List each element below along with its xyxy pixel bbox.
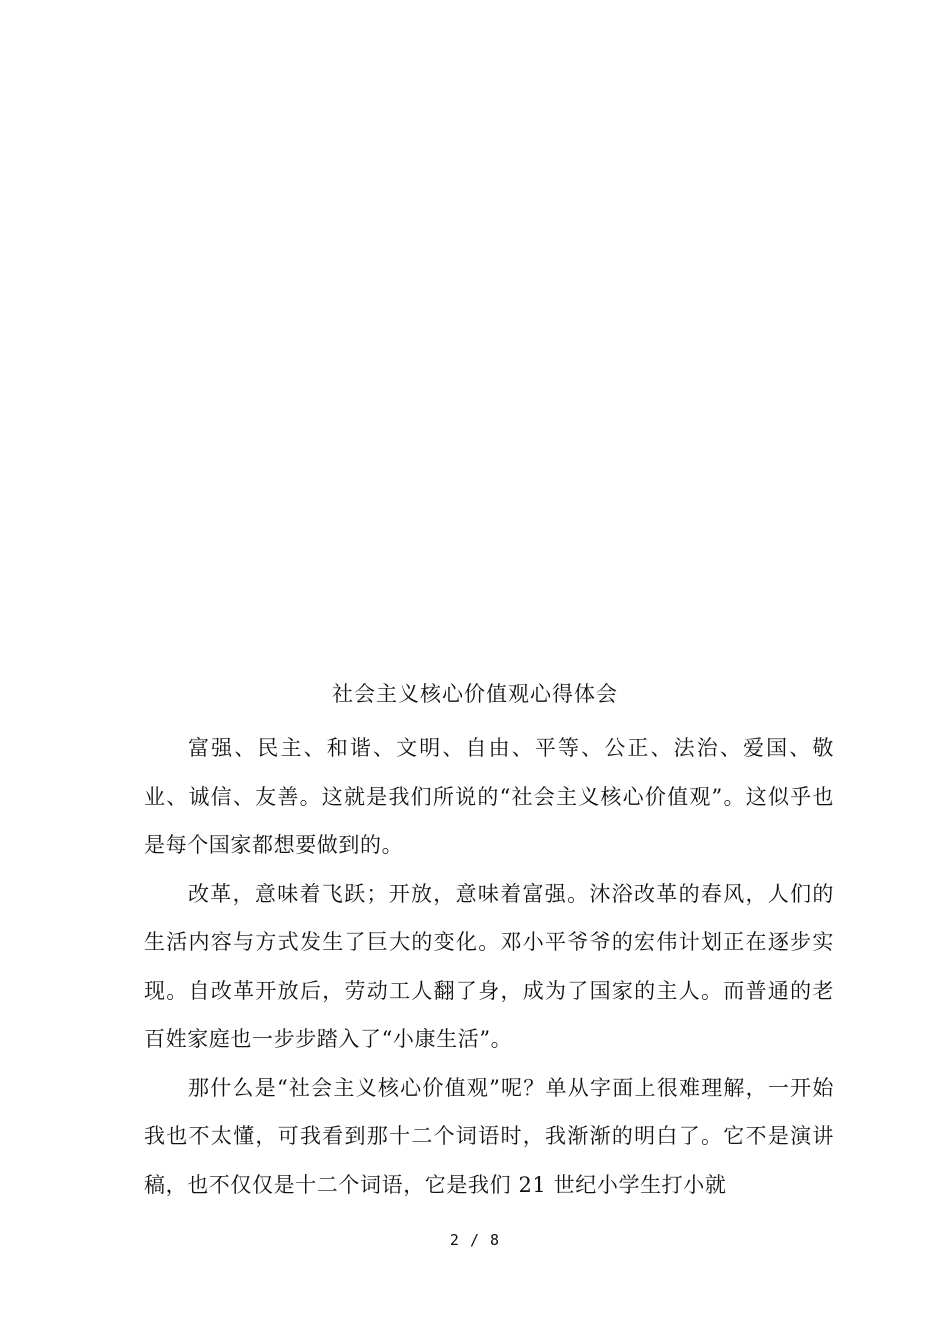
document-title: 社会主义核心价值观心得体会 — [332, 682, 618, 706]
page-number: 2 / 8 — [449, 1231, 501, 1249]
document-body — [144, 724, 834, 1209]
paragraph-reform: 改革，意味着飞跃；开放，意味着富强。沐浴改革的春风，人们的生活内容与方式发生了巨大的变化。邓小平爷爷的宏伟计划正在逐步实现。自改革开放后，劳动工人翻了身，成为了国家的主人。而普通的老百姓家庭也一步步踏入了“小康生活”。 — [144, 881, 834, 1051]
paragraph-core-values: 富强、民主、和谐、文明、自由、平等、公正、法治、爱国、敬业、诚信、友善。这就是我们所说的“社会主义核心价值观”。这似乎也是每个国家都想要做到的。 — [144, 736, 834, 857]
paragraph-meaning: 那什么是“社会主义核心价值观”呢？单从字面上很难理解，一开始我也不太懂，可我看到那十二个词语时，我渐渐的明白了。它不是演讲稿，也不仅仅是十二个词语，它是我们 21 世纪小学生打小就 — [144, 1075, 834, 1197]
